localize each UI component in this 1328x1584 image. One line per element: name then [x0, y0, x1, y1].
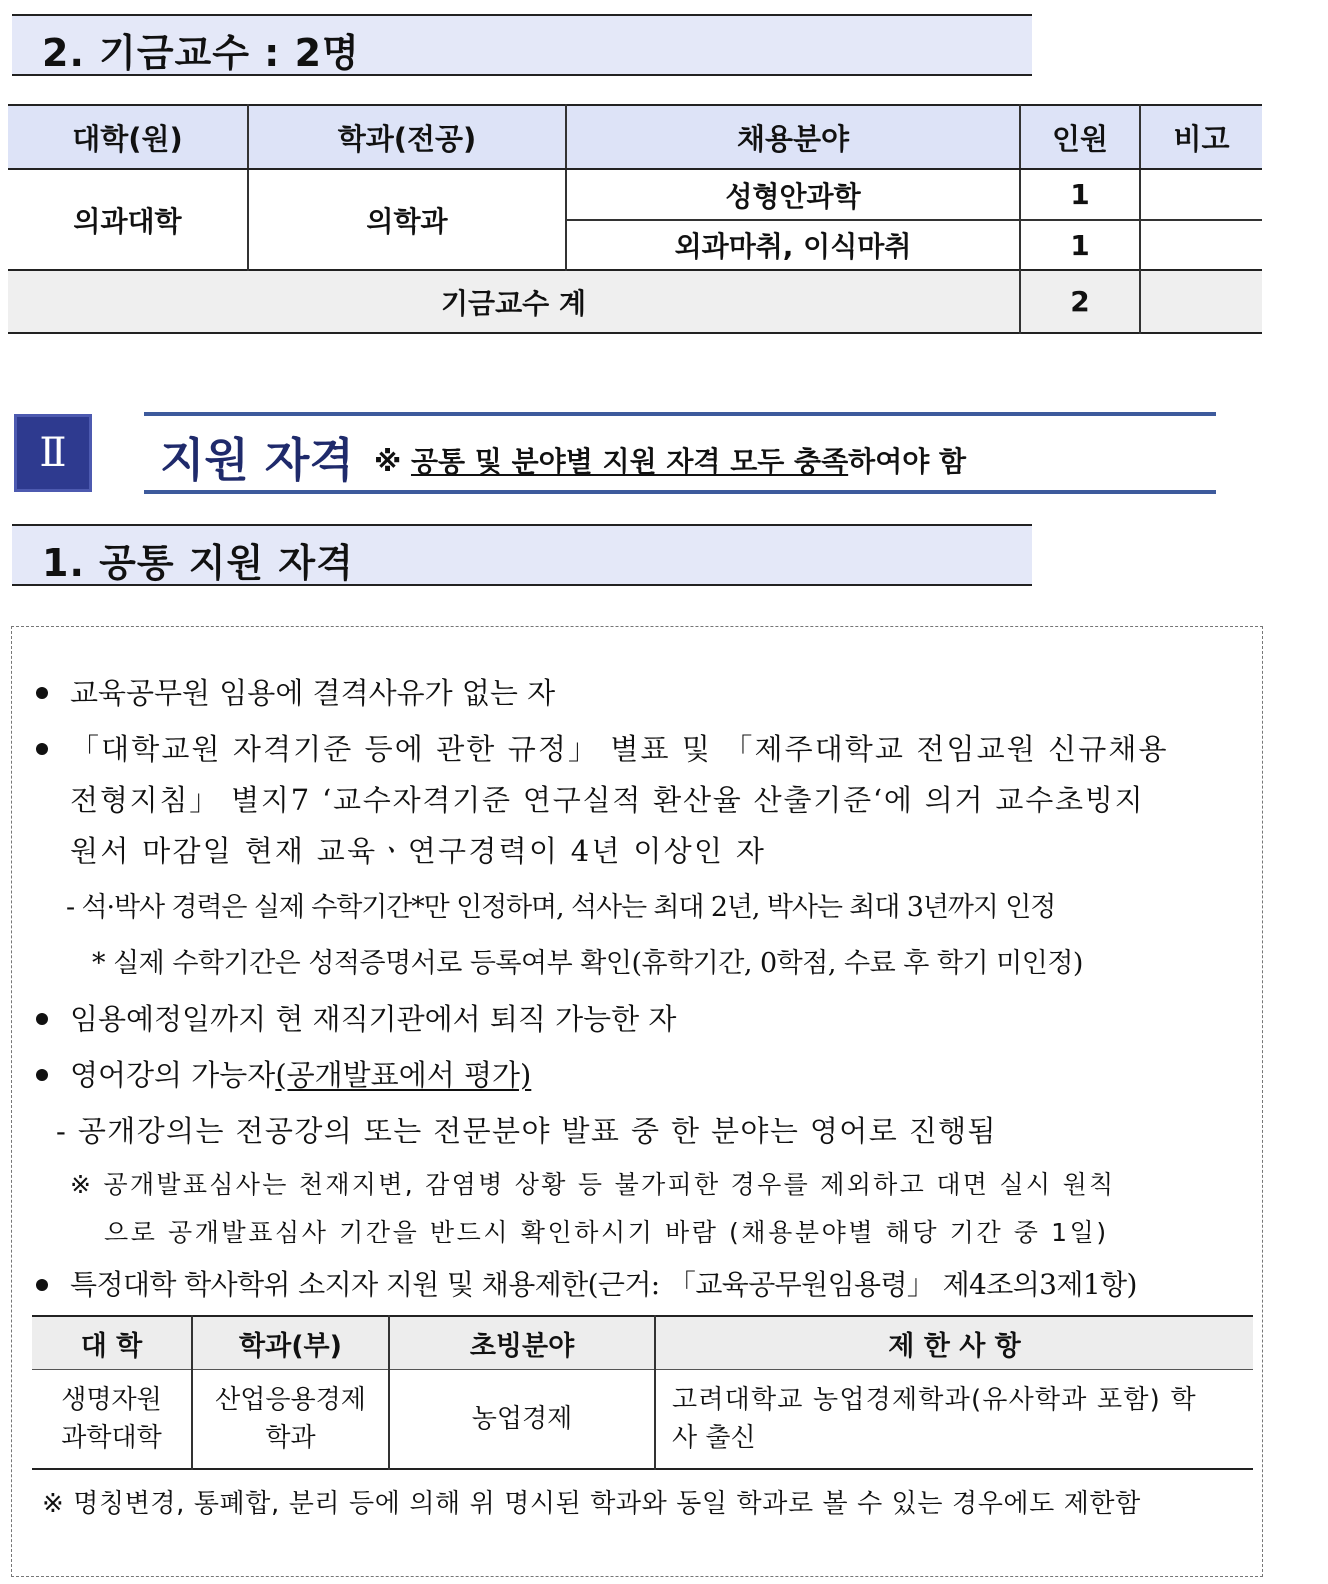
- chapter-banner: [144, 412, 1216, 494]
- section-header-endowed-professors: [12, 14, 1032, 76]
- header-field: 채용분야: [566, 105, 1020, 169]
- chapter-title: 지원 자격: [160, 433, 354, 487]
- qualification-item: [70, 1053, 531, 1094]
- college-line-2: 과학대학: [61, 1423, 162, 1453]
- count-cell: 1: [1020, 169, 1140, 220]
- note-cell: [1140, 220, 1262, 270]
- header-restriction: 제 한 사 항: [655, 1316, 1253, 1370]
- chapter-number-badge: Ⅱ: [14, 414, 92, 492]
- restriction-cell: [655, 1370, 1253, 1470]
- college-cell: 의과대학: [73, 204, 182, 238]
- qualification-note: * 실제 수학기간은 성적증명서로 등록여부 확인(휴학기간, 0학점, 수료 후 학기 미인정): [92, 948, 1083, 979]
- table-row: [32, 1370, 1253, 1470]
- department-line-1: 산업응용경제: [215, 1385, 366, 1415]
- qualification-item-cont: 전형지침」 별지7 ‘교수자격기준 연구실적 환산율 산출기준‘에 의거 교수초빙지: [70, 783, 1145, 817]
- bullet-icon: [36, 743, 48, 755]
- bullet-icon: [36, 687, 48, 699]
- qualification-item: 특정대학 학사학위 소지자 지원 및 채용제한(근거: 「교육공무원임용령」 제4조의3제1항): [70, 1268, 1137, 1301]
- chapter-note: [374, 440, 966, 480]
- qualification-subitem: - 석·박사 경력은 실제 수학기간*만 인정하며, 석사는 최대 2년, 박사는 최대 3년까지 인정: [66, 892, 1056, 923]
- field-cell: 농업경제: [389, 1370, 655, 1470]
- qualification-box: [11, 626, 1263, 1577]
- section-title: 1. 공통 지원 자격: [42, 541, 354, 585]
- restriction-table: [32, 1315, 1253, 1470]
- qualification-note-cont: 으로 공개발표심사 기간을 반드시 확인하시기 바람 (채용분야별 해당 기간 중 1일): [104, 1218, 1109, 1247]
- restriction-line-1: 고려대학교 농업경제학과(유사학과 포함) 학: [672, 1385, 1197, 1415]
- header-college: 대학(원): [8, 105, 248, 169]
- total-note: [1140, 270, 1262, 333]
- section-title: 2. 기금교수 : 2명: [42, 31, 360, 75]
- qualification-item: 임용예정일까지 현 재직기관에서 퇴직 가능한 자: [70, 1002, 677, 1036]
- section-header-common-qualifications: [12, 524, 1032, 586]
- department-line-2: 학과: [265, 1423, 316, 1453]
- english-lecture-evaluation: (공개발표에서 평가): [275, 1058, 532, 1092]
- qualification-note: ※ 공개발표심사는 천재지변, 감염병 상황 등 불가피한 경우를 제외하고 대면 실시 원칙: [70, 1170, 1116, 1199]
- field-cell: 외과마취, 이식마취: [566, 220, 1020, 270]
- note-mark: ※: [374, 445, 402, 478]
- total-row: [8, 270, 1262, 333]
- header-department: 학과(부): [192, 1316, 389, 1370]
- footnote: ※ 명칭변경, 통폐합, 분리 등에 의해 위 명시된 학과와 동일 학과로 볼 수 있는 경우에도 제한함: [42, 1489, 1141, 1519]
- endowed-professor-table: [8, 104, 1262, 334]
- note-cell: [1140, 169, 1262, 220]
- restriction-line-2: 사 출신: [672, 1423, 756, 1453]
- header-note: 비고: [1140, 105, 1262, 169]
- field-cell: 성형안과학: [566, 169, 1020, 220]
- total-count: 2: [1020, 270, 1140, 333]
- qualification-item-cont: 원서 마감일 현재 교육ㆍ연구경력이 4년 이상인 자: [70, 834, 767, 868]
- qualification-subitem: - 공개강의는 전공강의 또는 전문분야 발표 중 한 분야는 영어로 진행됨: [56, 1114, 997, 1148]
- english-lecture-text: 영어강의 가능자: [70, 1058, 276, 1092]
- note-underlined: 공통 및 분야별 지원 자격 모두 충족: [410, 445, 849, 478]
- header-department: 학과(전공): [248, 105, 566, 169]
- department-cell: 의학과: [248, 169, 566, 270]
- header-count: 인원: [1020, 105, 1140, 169]
- college-cell: [32, 1370, 192, 1470]
- bullet-icon: [36, 1279, 48, 1291]
- total-label: 기금교수 계: [8, 270, 1020, 333]
- header-field: 초빙분야: [389, 1316, 655, 1370]
- college-line-1: 생명자원: [61, 1385, 162, 1415]
- count-cell: 1: [1020, 220, 1140, 270]
- note-rest: 하여야 함: [848, 445, 967, 478]
- bullet-icon: [36, 1013, 48, 1025]
- qualification-item: 「대학교원 자격기준 등에 관한 규정」 별표 및 「제주대학교 전임교원 신규채용: [70, 732, 1169, 766]
- bullet-icon: [36, 1069, 48, 1081]
- qualification-item: 교육공무원 임용에 결격사유가 없는 자: [70, 676, 556, 710]
- table-row: [8, 169, 1262, 220]
- department-cell: [192, 1370, 389, 1470]
- header-college: 대 학: [32, 1316, 192, 1370]
